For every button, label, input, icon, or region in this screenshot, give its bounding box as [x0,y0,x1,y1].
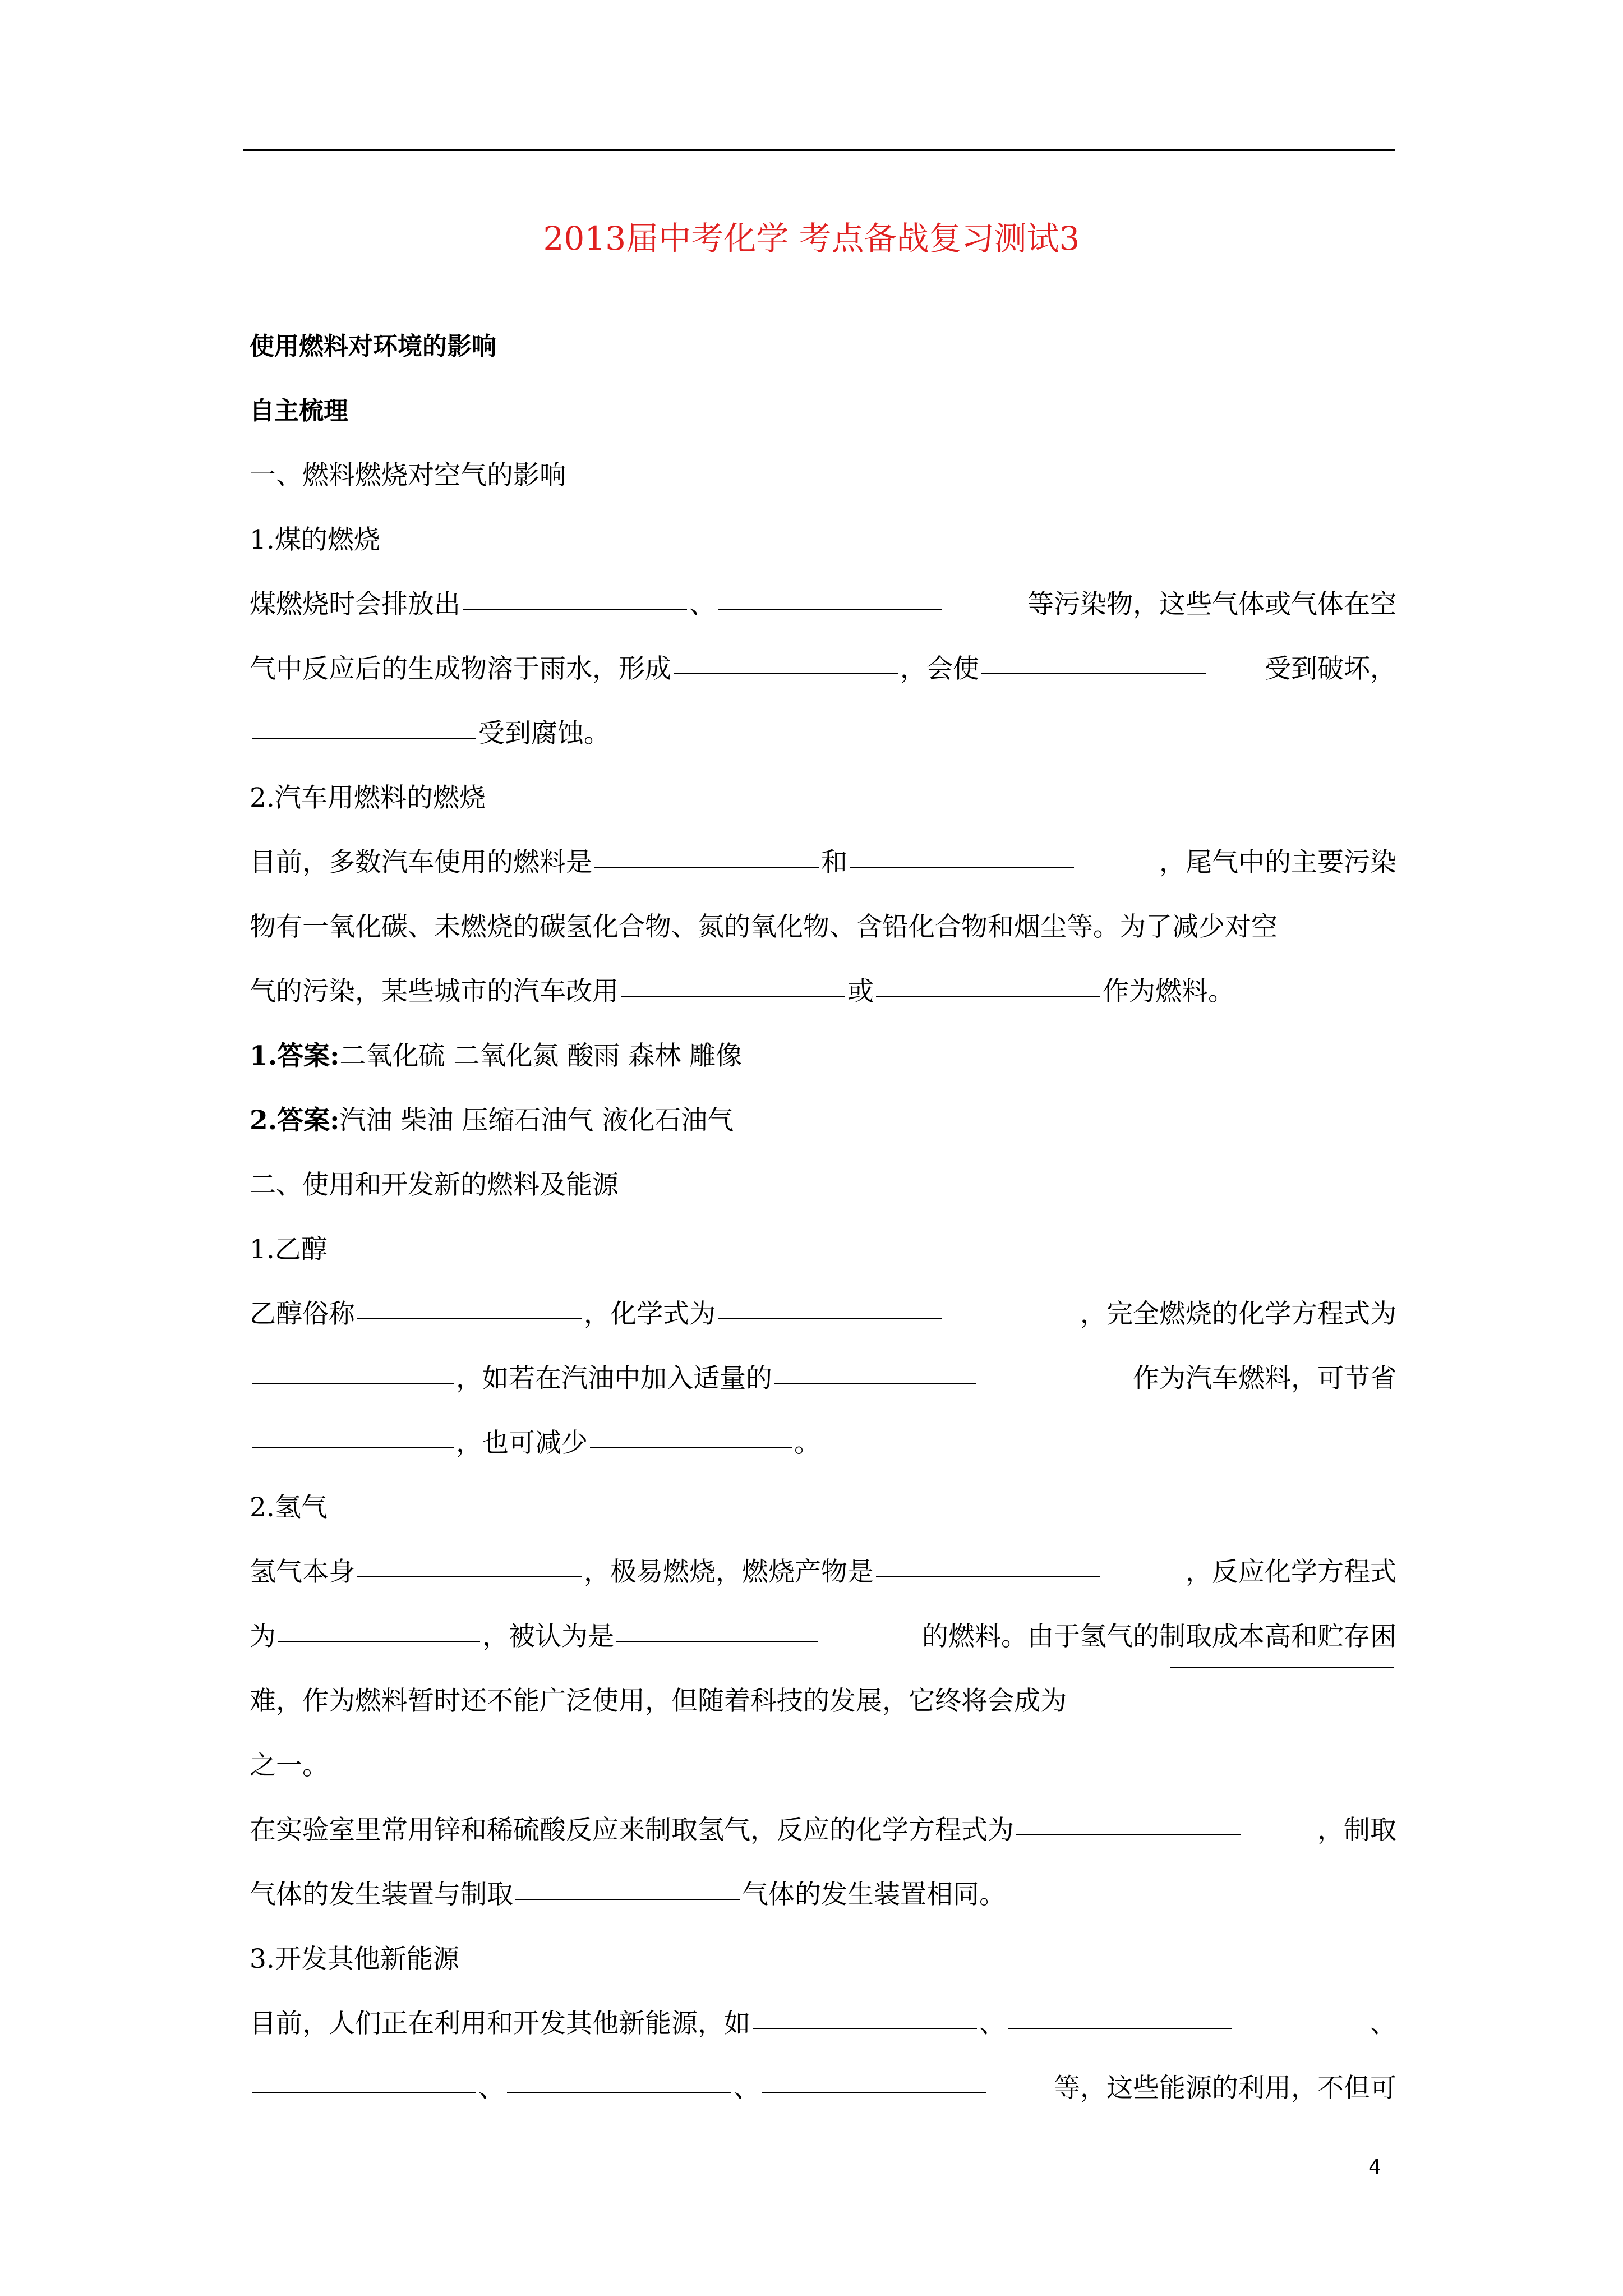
part2-item3-line1: 目前，人们正在利用和开发其他新能源，如 、 、 [250,2008,1396,2039]
answer-blank [515,1898,740,1900]
answer-blank [594,866,819,868]
document-body [250,314,1396,2120]
part2-item2-line3: 难，作为燃料暂时还不能广泛使用，但随着科技的发展，它终将会成为 [250,1669,1396,1733]
answer-blank [463,608,687,610]
part2-item2-line2: 为 ，被认为是 的燃料。由于氢气的制取成本高和贮存困 [250,1621,1396,1652]
answer-blank [357,1317,582,1319]
part2-heading: 二、使用和开发新的燃料及能源 [250,1170,619,1200]
answer-blank [876,995,1100,997]
part2-item1-line2: ，如若在汽油中加入适量的 作为汽车燃料，可节省 [250,1346,1396,1411]
answer-blank [1170,1665,1394,1668]
page-number: 4 [1368,2156,1381,2179]
answer-blank [621,995,845,997]
part1-item1-line1: 煤燃烧时会排放出 、 等污染物，这些气体或气体在空 [250,589,1396,620]
part1-item2-line2: 物有一氧化碳、未燃烧的碳氢化合物、氮的氧化物、含铅化合物和烟尘等。为了减少对空 [250,912,1278,942]
answer-2: 2.答案:汽油 柴油 压缩石油气 液化石油气 [250,1105,734,1136]
part2-item1-title: 1.乙醇 [250,1234,328,1265]
answer-blank [850,866,1074,868]
answer-blank [753,2027,977,2029]
part1-item2-title: 2.汽车用燃料的燃烧 [250,783,486,813]
answer-1: 1.答案:二氧化硫 二氧化氮 酸雨 森林 雕像 [250,1041,743,1071]
answer-blank [616,1640,818,1642]
part1-heading: 一、燃料燃烧对空气的影响 [250,460,566,491]
part2-item2-line6: 气体的发生装置与制取 气体的发生装置相同。 [250,1879,1006,1910]
part2-item2-title: 2.氢气 [250,1492,328,1523]
part2-item2-line5: 在实验室里常用锌和稀硫酸反应来制取氢气，反应的化学方程式为 ，制取 [250,1815,1396,1846]
answer-blank [1016,1833,1241,1835]
answer-blank [718,608,942,610]
part1-item1-line3: 受到腐蚀。 [250,701,1396,766]
answer-blank [357,1575,582,1577]
part1-item1-line2: 气中反应后的生成物溶于雨水，形成 ，会使 受到破坏， [250,654,1396,684]
section-heading: 自主梳理 [250,397,348,425]
answer-blank [252,2091,476,2093]
answer-blank [507,2091,731,2093]
answer-blank [674,672,898,674]
part2-item1-line3: ，也可减少 。 [250,1411,1396,1475]
answer-blank [252,737,476,739]
part2-item2-line4: 之一。 [250,1750,329,1781]
answer-blank [1008,2027,1232,2029]
part2-item2-line1: 氢气本身 ，极易燃烧，燃烧产物是 ，反应化学方程式 [250,1557,1396,1588]
part1-item2-line3: 气的污染，某些城市的汽车改用 或 作为燃料。 [250,976,1234,1007]
part2-item3-line2: 、 、 等，这些能源的利用，不但可 [250,2056,1396,2120]
answer-blank [762,2091,986,2093]
answer-blank [278,1640,480,1642]
part2-item3-title: 3.开发其他新能源 [250,1944,459,1975]
part1-item1-title: 1.煤的燃烧 [250,524,380,555]
part1-item2-line1: 目前，多数汽车使用的燃料是 和 ，尾气中的主要污染 [250,847,1396,878]
answer-blank [252,1446,454,1448]
answer-blank [774,1382,976,1384]
subtitle: 使用燃料对环境的影响 [250,332,496,361]
answer-blank [981,672,1206,674]
answer-blank [590,1446,792,1448]
answer-blank [252,1382,454,1384]
document-title: 2013届中考化学 考点备战复习测试3 [543,219,1080,257]
answer-blank [718,1317,942,1319]
answer-blank [876,1575,1100,1577]
header-rule [243,149,1395,151]
part2-item1-line1: 乙醇俗称 ，化学式为 ，完全燃烧的化学方程式为 [250,1299,1396,1329]
